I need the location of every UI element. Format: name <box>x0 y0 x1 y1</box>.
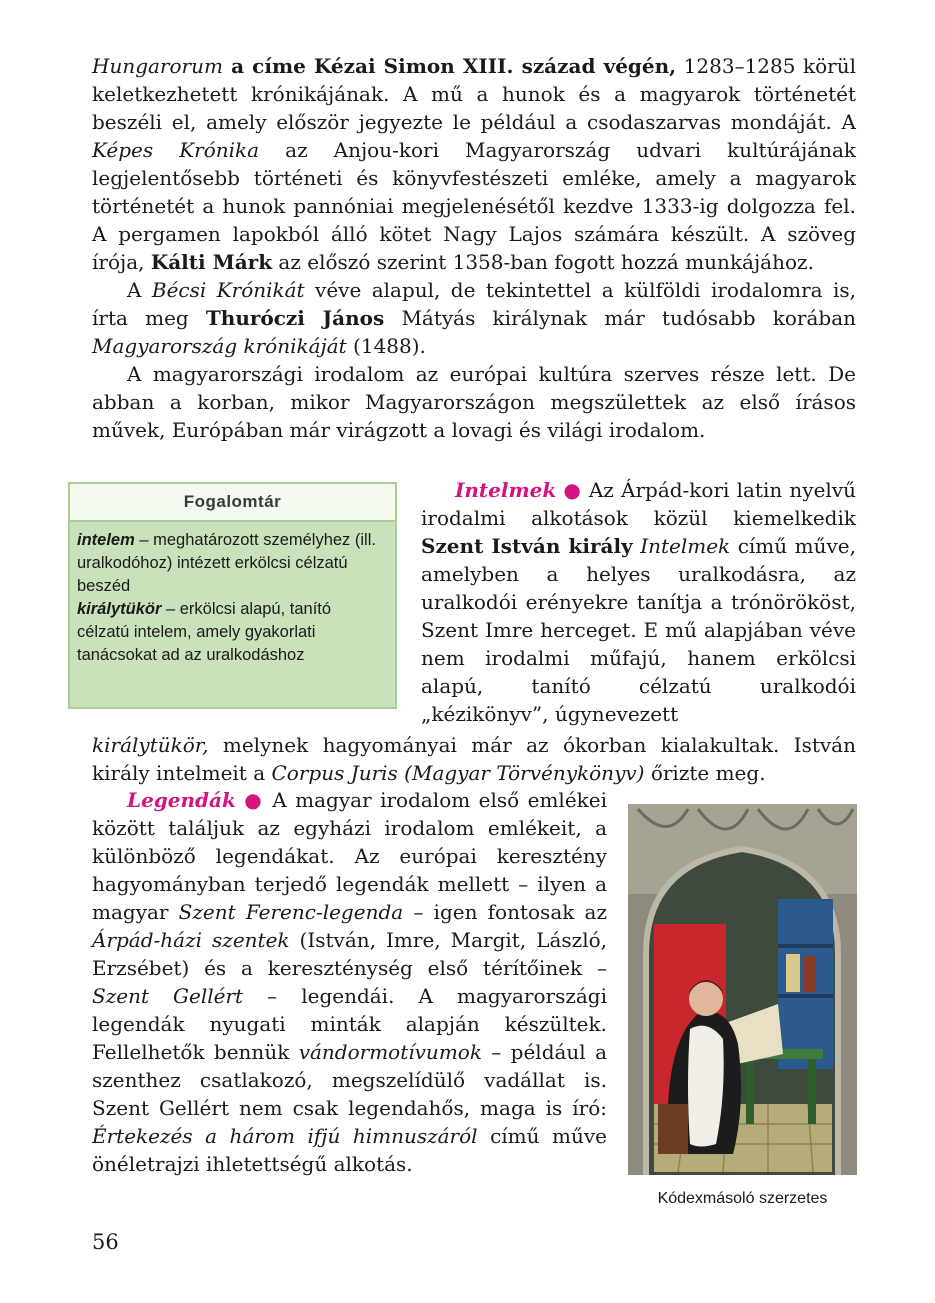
glossary-body <box>70 522 395 667</box>
book <box>786 954 800 992</box>
italic-text: Árpád-házi szentek <box>92 928 290 952</box>
italic-text: Bécsi Krónikát <box>151 278 305 302</box>
text-run: Mátyás királynak már tudósabb korában <box>384 306 856 330</box>
italic-text: Értekezés a három ifjú himnuszáról <box>92 1124 478 1148</box>
glossary-entry-kiralytukor <box>77 598 385 667</box>
text-run: – legendái. A magyarországi legendák nyugati minták alapján készültek. Fellelhetők bennük <box>92 984 607 1064</box>
text-run: című műve, amelyben a helyes uralkodásra, az uralkodói erényekre tanítja a trónörököst, Szent Imre herceget. E mű alapjában véve nem irodalmi műfajú, hanem erkölcsi alapú, tanító célzatú uralkodói „kézikönyv”, úgynevezett <box>421 534 856 726</box>
monk-scribe-illustration <box>628 804 857 1175</box>
paragraph-intelmek <box>421 476 856 728</box>
text-run: – igen fontosak az <box>403 900 608 924</box>
shelf <box>778 944 833 948</box>
text-run: melynek hagyományai már az ókorban kialakultak. István király intelmeit a <box>92 733 856 785</box>
intelmek-continuation <box>92 731 856 787</box>
italic-text: Corpus Juris (Magyar Törvénykönyv) <box>271 761 645 785</box>
shelf <box>778 994 833 998</box>
desk-leg <box>808 1059 816 1124</box>
text-run: A <box>127 278 152 302</box>
paragraph-thuroczi <box>92 276 856 360</box>
section-heading-legendak: Legendák <box>127 788 236 812</box>
bold-text: Szent István király <box>421 534 633 558</box>
main-text-block <box>92 52 856 444</box>
text-run: (1488). <box>346 334 426 358</box>
text-run: A magyar irodalom első emlékei között találjuk az egyházi irodalom emlékeit, a különböző legendákat. Az európai keresztény hagyományban terjedő legendák mellett – ilyen a magyar <box>92 788 608 924</box>
figure-caption: Kódexmásoló szerzetes <box>657 1190 828 1207</box>
text-run: (István, Imre, Margit, László, Erzsébet) és a kereszténység első térítőinek – <box>92 928 607 980</box>
italic-text: Hungarorum <box>92 54 223 78</box>
legendak-section <box>92 786 607 1178</box>
italic-text: Képes Krónika <box>92 138 260 162</box>
text-run: az Anjou-kori Magyarország udvari kultúrájának legjelentősebb történeti és könyvfestészeti emléke, amely a magyarok történetét a hunok pannóniai megjelenésétől kezdve 1333-ig dolgozza fel. A pergamen lapokból álló kötet Nagy Lajos számára készült. A szöveg írója, <box>92 138 856 274</box>
wooden-chair <box>658 1104 688 1154</box>
text-run: őrizte meg. <box>644 761 766 785</box>
italic-text: Szent Ferenc-legenda <box>178 900 404 924</box>
glossary-term: intelem <box>77 531 135 549</box>
paragraph-intelmek-cont <box>92 731 856 787</box>
glossary-definition: – meghatározott személyhez (ill. uralkodóhoz) intézett erkölcsi célzatú beszéd <box>77 531 376 595</box>
text-run: 1283–1285 körül keletkezhetett krónikájának. A mű a hunok és a magyarok történetét beszéli el, amely először jegyezte le például a csodaszarvas mondáját. A <box>92 54 856 134</box>
text-run: – például a szenthez csatlakozó, megszelídülő vadállat is. Szent Gellért nem csak legendahős, maga is író: <box>92 1040 607 1120</box>
text-run: az előszó szerint 1358-ban fogott hozzá munkájához. <box>272 250 814 274</box>
bold-text: Thuróczi János <box>205 306 385 330</box>
italic-text: királytükör, <box>92 733 209 757</box>
desk-leg <box>746 1059 754 1124</box>
paragraph-kezai <box>92 52 856 276</box>
text-run: című műve önéletrajzi ihletettségű alkotás. <box>92 1124 607 1176</box>
glossary-box <box>68 482 397 709</box>
intelmek-section <box>421 476 856 728</box>
book <box>804 956 816 992</box>
page-number: 56 <box>92 1230 119 1254</box>
italic-text: Szent Gellért <box>92 984 244 1008</box>
italic-text: Intelmek <box>640 534 731 558</box>
monk-white-habit <box>688 1026 724 1147</box>
paragraph-europe: A magyarországi irodalom az európai kultúra szerves része lett. De abban a korban, mikor Magyarországon megszülettek az első írásos művek, Európában már virágzott a lovagi és világi irodalom. <box>92 362 856 442</box>
glossary-entry-intelem <box>77 529 385 598</box>
bullet-icon: ● <box>244 788 264 812</box>
italic-text: vándormotívumok <box>298 1040 482 1064</box>
monk-head <box>689 982 723 1016</box>
text-run: Az Árpád-kori latin nyelvű irodalmi alkotások közül kiemelkedik <box>421 478 857 530</box>
glossary-term: királytükör <box>77 600 162 618</box>
text-run: véve alapul, de tekintettel a külföldi irodalomra is, írta meg <box>92 278 856 330</box>
bold-text: a címe Kézai Simon XIII. század végén, <box>222 54 677 78</box>
italic-text: Magyarország krónikáját <box>92 334 347 358</box>
glossary-title: Fogalomtár <box>70 484 395 522</box>
bullet-icon: ● <box>563 478 582 502</box>
paragraph-legendak <box>92 786 607 1178</box>
bold-text: Kálti Márk <box>150 250 273 274</box>
section-heading-intelmek: Intelmek <box>455 478 557 502</box>
glossary-definition: – erkölcsi alapú, tanító célzatú intelem, amely gyakorlati tanácsokat ad az uralkodáshoz <box>77 600 332 664</box>
